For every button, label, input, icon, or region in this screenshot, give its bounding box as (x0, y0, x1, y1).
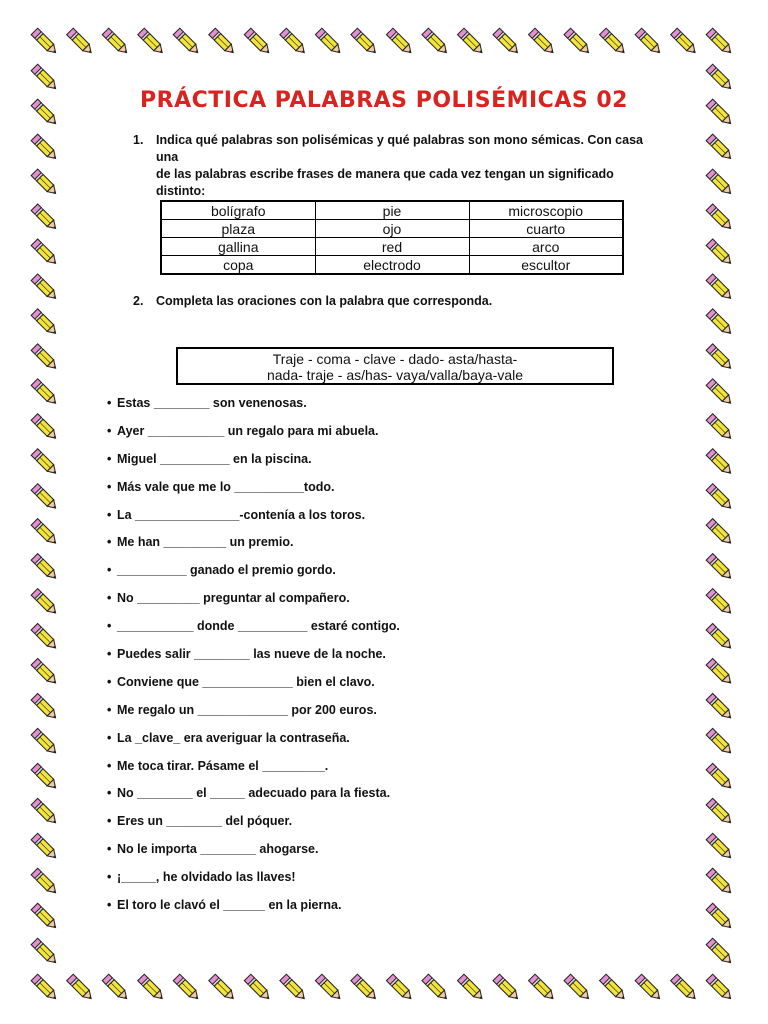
exercise-1-line-1: Indica qué palabras son polisémicas y qué palabras son mono sémicas. Con casa una (156, 133, 643, 164)
table-cell: cuarto (469, 220, 623, 238)
table-cell: copa (161, 256, 315, 275)
list-item: • Conviene que _____________ bien el clavo. (107, 674, 375, 689)
table-cell: electrodo (315, 256, 469, 275)
list-item: • Me regalo un _____________ por 200 euros. (107, 702, 377, 717)
list-item: • La _clave_ era averiguar la contraseña. (107, 730, 350, 745)
word-bank-box (176, 347, 614, 385)
list-item: • __________ ganado el premio gordo. (107, 563, 336, 578)
list-item: • Estas ________ son venenosas. (107, 396, 307, 410)
table-row (161, 256, 623, 275)
list-item: • La _______________-contenía a los toros. (107, 507, 366, 522)
list-item: • Me toca tirar. Pásame el _________. (107, 758, 329, 773)
table-cell: microscopio (469, 201, 623, 220)
table-cell: gallina (161, 238, 315, 256)
exercise-1-line-2: de las palabras escribe frases de manera que cada vez tengan un significado distinto: (156, 167, 614, 198)
list-item: • No _________ preguntar al compañero. (107, 591, 350, 606)
exercise-1-instructions (156, 132, 656, 200)
list-item: • No ________ el _____ adecuado para la fiesta. (107, 786, 391, 801)
list-item: • ¡_____, he olvidado las llaves! (107, 870, 296, 885)
table-cell: bolígrafo (161, 201, 315, 220)
list-item: • ___________ donde __________ estaré contigo. (107, 619, 400, 634)
list-item: • No le importa ________ ahogarse. (107, 842, 319, 857)
exercise-1-number: 1. (133, 133, 144, 147)
word-table (160, 200, 624, 275)
table-cell: ojo (315, 220, 469, 238)
exercise-2-instructions: Completa las oraciones con la palabra que corresponda. (156, 294, 493, 308)
table-cell: plaza (161, 220, 315, 238)
word-bank-line-1: Traje - coma - clave - dado- asta/hasta- (272, 351, 518, 367)
table-row (161, 238, 623, 256)
list-item: • Ayer ___________ un regalo para mi abuela. (107, 423, 379, 438)
list-item: • Miguel __________ en la piscina. (107, 451, 312, 466)
table-cell: red (315, 238, 469, 256)
list-item: • Más vale que me lo __________todo. (107, 479, 335, 494)
table-row (161, 220, 623, 238)
list-item: • Eres un ________ del póquer. (107, 814, 293, 829)
list-item: • El toro le clavó el ______ en la pierna. (107, 898, 342, 913)
table-cell: arco (469, 238, 623, 256)
table-cell: escultor (469, 256, 623, 275)
list-item: • Me han _________ un premio. (107, 535, 294, 550)
word-bank-line-2: nada- traje - as/has- vaya/valla/baya-vale (266, 367, 524, 383)
sentence-list (107, 393, 667, 923)
table-cell: pie (315, 201, 469, 220)
list-item: • Puedes salir ________ las nueve de la noche. (107, 647, 386, 662)
table-row (161, 201, 623, 220)
page-title: PRÁCTICA PALABRAS POLISÉMICAS 02 (140, 88, 628, 113)
exercise-2-number: 2. (133, 294, 144, 308)
